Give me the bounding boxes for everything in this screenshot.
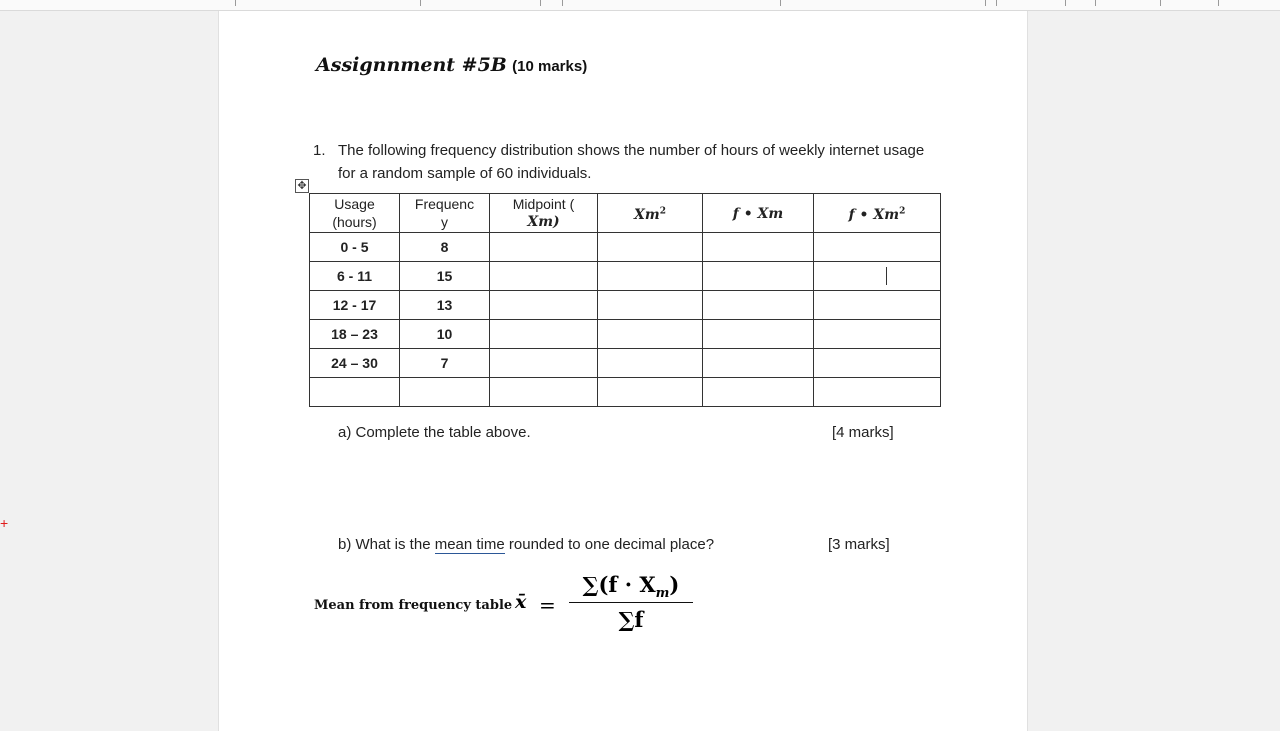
cell-xm-squared[interactable] bbox=[598, 291, 703, 320]
table-row-totals bbox=[310, 378, 941, 407]
formula-fraction bbox=[569, 570, 693, 635]
cell-usage[interactable]: 18 – 23 bbox=[310, 320, 400, 349]
fraction-bar bbox=[569, 602, 693, 603]
cell-midpoint[interactable] bbox=[490, 378, 598, 407]
cell-frequency[interactable]: 15 bbox=[400, 262, 490, 291]
cell-xm-squared[interactable] bbox=[598, 262, 703, 291]
formula-label: Mean from frequency table bbox=[314, 598, 513, 613]
cell-midpoint[interactable] bbox=[490, 320, 598, 349]
formula-numerator: $\sum(f \cdot X_m)$ bbox=[582, 572, 680, 602]
title-main: Assignnment #5B bbox=[316, 54, 507, 76]
cell-f-times-xm-squared[interactable] bbox=[814, 291, 941, 320]
header-f-times-xm-squared[interactable]: f • Xm$^2$ bbox=[814, 194, 941, 233]
cell-xm-squared[interactable] bbox=[598, 349, 703, 378]
cell-frequency[interactable]: 13 bbox=[400, 291, 490, 320]
cell-usage[interactable]: 0 - 5 bbox=[310, 233, 400, 262]
table-row bbox=[310, 349, 941, 378]
cell-frequency[interactable]: 10 bbox=[400, 320, 490, 349]
cell-frequency[interactable]: 8 bbox=[400, 233, 490, 262]
table-move-handle-icon[interactable]: ✥ bbox=[295, 179, 309, 193]
cell-f-times-xm-squared[interactable] bbox=[814, 320, 941, 349]
cell-usage[interactable]: 6 - 11 bbox=[310, 262, 400, 291]
cell-f-times-xm-squared[interactable] bbox=[814, 349, 941, 378]
cell-f-times-xm[interactable] bbox=[703, 291, 814, 320]
cell-f-times-xm[interactable] bbox=[703, 262, 814, 291]
cell-midpoint[interactable] bbox=[490, 291, 598, 320]
cell-f-times-xm[interactable] bbox=[703, 378, 814, 407]
cell-xm-squared[interactable] bbox=[598, 320, 703, 349]
table-row bbox=[310, 291, 941, 320]
cell-f-times-xm-squared[interactable] bbox=[814, 262, 941, 291]
assignment-title bbox=[316, 54, 587, 77]
part-b-text: b) What is the mean time rounded to one decimal place? bbox=[338, 536, 715, 553]
frequency-table[interactable] bbox=[309, 193, 941, 407]
question-text: The following frequency distribution shows the number of hours of weekly internet usage for a random sample of 60 individuals. bbox=[338, 142, 925, 182]
part-b-marks: [3 marks] bbox=[828, 536, 890, 553]
cell-frequency[interactable] bbox=[400, 378, 490, 407]
header-usage[interactable]: Usage (hours) bbox=[310, 194, 400, 233]
cell-usage[interactable] bbox=[310, 378, 400, 407]
cell-f-times-xm[interactable] bbox=[703, 320, 814, 349]
cell-usage[interactable]: 12 - 17 bbox=[310, 291, 400, 320]
text-cursor bbox=[886, 267, 887, 285]
cell-f-times-xm[interactable] bbox=[703, 349, 814, 378]
table-row bbox=[310, 262, 941, 291]
cell-xm-squared[interactable] bbox=[598, 378, 703, 407]
cell-midpoint[interactable] bbox=[490, 233, 598, 262]
cell-midpoint[interactable] bbox=[490, 349, 598, 378]
table-header-row bbox=[310, 194, 941, 233]
header-f-times-xm[interactable]: f • Xm bbox=[703, 194, 814, 233]
cell-midpoint[interactable] bbox=[490, 262, 598, 291]
part-a-text: a) Complete the table above. bbox=[338, 424, 531, 441]
header-frequency[interactable]: Frequenc y bbox=[400, 194, 490, 233]
part-a-marks: [4 marks] bbox=[832, 424, 894, 441]
cell-xm-squared[interactable] bbox=[598, 233, 703, 262]
cell-usage[interactable]: 24 – 30 bbox=[310, 349, 400, 378]
cell-f-times-xm-squared[interactable] bbox=[814, 378, 941, 407]
cell-f-times-xm[interactable] bbox=[703, 233, 814, 262]
header-xm-squared[interactable]: Xm$^2$ bbox=[598, 194, 703, 233]
insertion-marker-icon: + bbox=[0, 515, 9, 531]
document-page[interactable] bbox=[218, 11, 1028, 731]
formula-equals: = bbox=[539, 593, 556, 617]
question-number: 1. bbox=[313, 142, 326, 159]
horizontal-ruler[interactable] bbox=[0, 0, 1280, 11]
table-row bbox=[310, 320, 941, 349]
formula-mean-symbol: x̄ bbox=[515, 591, 527, 613]
spellcheck-underline[interactable]: mean time bbox=[434, 536, 505, 553]
table-row bbox=[310, 233, 941, 262]
title-marks: (10 marks) bbox=[512, 58, 588, 75]
header-midpoint[interactable]: Midpoint ( Xm) bbox=[490, 194, 598, 233]
cell-f-times-xm-squared[interactable] bbox=[814, 233, 941, 262]
formula-denominator: ∑f bbox=[618, 607, 644, 632]
cell-frequency[interactable]: 7 bbox=[400, 349, 490, 378]
